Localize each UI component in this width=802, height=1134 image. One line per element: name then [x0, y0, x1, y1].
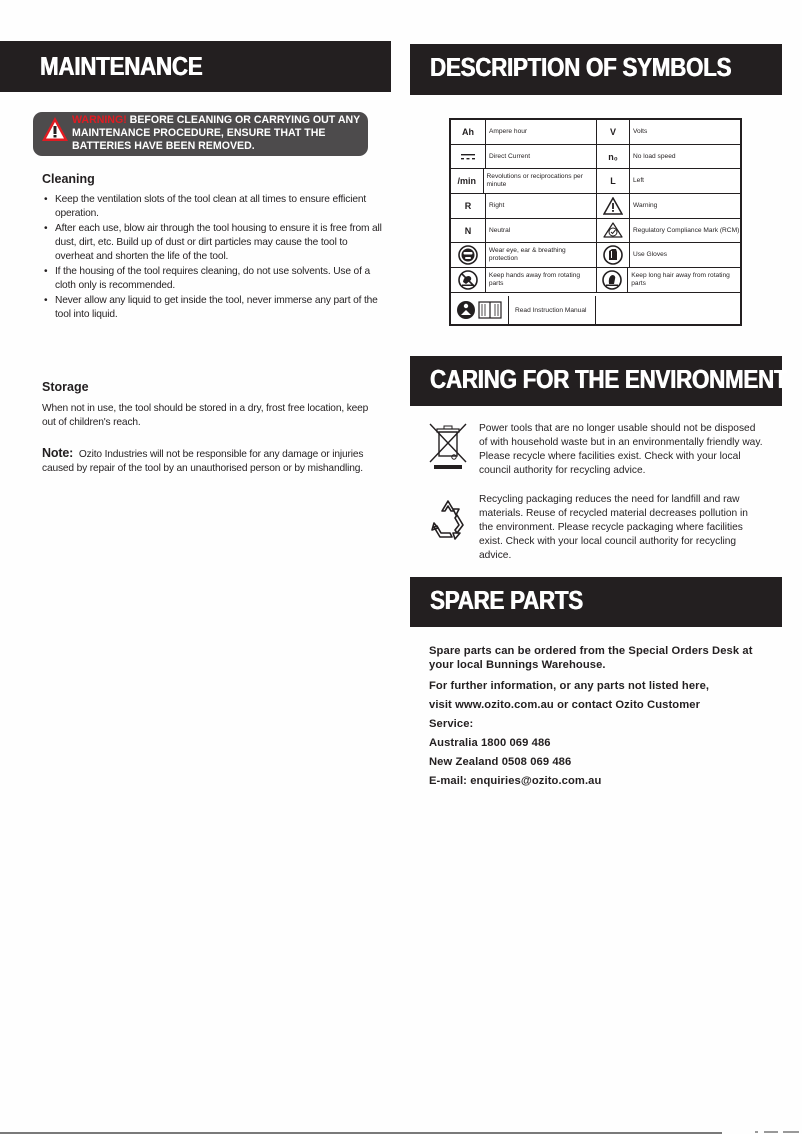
- symbol-description: Volts: [633, 127, 648, 135]
- spare-parts-title: SPARE PARTS: [430, 585, 583, 615]
- phone-new-zealand: New Zealand 0508 069 486: [429, 756, 572, 768]
- symbol-cell: [451, 296, 509, 325]
- hands-away-rotating-icon: [458, 270, 478, 290]
- symbol-row: [597, 120, 740, 145]
- phone-australia: Australia 1800 069 486: [429, 737, 551, 749]
- long-hair-away-icon: [602, 270, 622, 290]
- contact-email: E-mail: enquiries@ozito.com.au: [429, 775, 602, 787]
- symbol-row: [451, 268, 596, 293]
- storage-text: When not in use, the tool should be stored in a dry, frost free location, keep out of children's reach.: [42, 403, 369, 428]
- symbol-cell: [451, 145, 486, 169]
- symbol-row: [451, 243, 596, 268]
- environment-banner: [410, 356, 788, 406]
- symbol-description: Keep hands away from rotating parts: [488, 271, 581, 287]
- cleaning-item: • Never allow any liquid to get inside the tool, never immerse any part of the tool into liquid.: [42, 294, 382, 322]
- symbol-cell: [597, 194, 630, 218]
- spare-parts-intro: Spare parts can be ordered from the Special Orders Desk at your local Bunnings Warehouse.: [429, 645, 753, 671]
- symbol-row: [597, 268, 740, 293]
- symbol-row: [597, 169, 740, 194]
- symbol-description: No load speed: [633, 152, 676, 160]
- warning-message: BEFORE CLEANING OR CARRYING OUT ANY MAINTENANCE PROCEDURE, ENSURE THAT THE BATTERIES HAVE BEEN REMOVED.: [72, 114, 361, 152]
- symbol-row: [597, 243, 740, 268]
- symbol-row: [451, 145, 596, 170]
- symbol-cell: [451, 268, 486, 292]
- footer-mark: [764, 1131, 778, 1133]
- symbol-row: [451, 169, 596, 194]
- gloves-icon: [603, 245, 623, 265]
- symbol-row: [451, 219, 596, 244]
- note-block: [42, 446, 382, 476]
- symbol-row: [597, 194, 740, 219]
- symbol-cell: V: [597, 120, 630, 144]
- symbols-table: [449, 118, 742, 326]
- symbol-description: Warning: [633, 201, 658, 209]
- environment-text: Recycling packaging reduces the need for landfill and raw materials. Reuse of recycled material decreases pollution in the environment. Please recycle packaging where facilities exist. Check with your local council authority for recycling advice.: [479, 494, 748, 561]
- symbol-cell: n₀: [597, 145, 630, 169]
- footer-mark: [783, 1131, 799, 1133]
- warning-box: [33, 112, 368, 156]
- symbol-description: Revolutions or reciprocations per minute: [486, 173, 583, 189]
- symbol-description: Use Gloves: [633, 251, 668, 259]
- symbols-column-right: [596, 120, 740, 293]
- symbol-description: Read Instruction Manual: [515, 306, 587, 314]
- symbol-description: Wear eye, ear & breathing protection: [488, 247, 566, 263]
- read-manual-icon: [456, 300, 504, 320]
- symbol-description: Direct Current: [489, 152, 531, 160]
- warning-triangle-icon: [603, 197, 623, 215]
- storage-heading: Storage: [42, 380, 89, 394]
- cleaning-item: • If the housing of the tool requires cleaning, do not use solvents. Use of a cloth only is recommended.: [42, 265, 382, 293]
- symbol-cell: L: [597, 169, 630, 193]
- environment-item-recycle: [428, 493, 763, 561]
- cleaning-item: • After each use, blow air through the tool housing to ensure it is free from all dust, dirt, etc. Build up of dust or dirt particles may cause the tool to overheat and shorten the life of the tool.: [42, 222, 382, 264]
- maintenance-title: MAINTENANCE: [40, 51, 203, 81]
- symbol-cell: [597, 219, 630, 243]
- symbol-description: Neutral: [489, 226, 511, 234]
- spare-parts-text: [429, 645, 759, 791]
- cleaning-item: • Keep the ventilation slots of the tool clean at all times to ensure efficient operation.: [42, 193, 382, 221]
- symbol-cell: [451, 243, 486, 267]
- rcm-mark-icon: [603, 222, 623, 240]
- symbol-description: Left: [633, 177, 644, 185]
- recycle-icon: [428, 497, 468, 545]
- symbol-row: [451, 194, 596, 219]
- symbol-cell: N: [451, 219, 486, 243]
- symbol-description: Ampere hour: [489, 127, 528, 135]
- note-text: Ozito Industries will not be responsible for any damage or injuries caused by repair of the tool by an unauthorised person or by mishandling.: [42, 449, 364, 474]
- symbol-description: Regulatory Compliance Mark (RCM): [633, 226, 740, 234]
- weee-crossed-bin-icon: [428, 422, 468, 470]
- footer-mark: [755, 1131, 758, 1133]
- symbol-description: Keep long hair away from rotating parts: [631, 271, 730, 287]
- environment-text: Power tools that are no longer usable should not be disposed of with household waste but in an environmentally friendly way. Please recycle where facilities exist. Check with your local council authority for recycling advice.: [479, 423, 763, 476]
- environment-title: CARING FOR THE ENVIRONMENT: [430, 364, 788, 394]
- symbol-cell: Ah: [451, 120, 486, 144]
- symbol-cell: /min: [451, 169, 484, 193]
- spare-parts-website-line: visit www.ozito.com.au or contact Ozito Customer: [429, 699, 701, 711]
- direct-current-icon: [460, 153, 476, 161]
- symbol-row-read-manual: [451, 296, 596, 325]
- symbols-banner: [410, 44, 782, 95]
- eye-ear-breathing-protection-icon: [458, 245, 478, 265]
- symbol-cell: [597, 268, 628, 292]
- cleaning-heading: Cleaning: [42, 172, 95, 186]
- warning-text: [72, 114, 364, 153]
- symbol-cell: R: [451, 194, 486, 218]
- symbol-row: [597, 219, 740, 244]
- symbol-row: [597, 145, 740, 170]
- symbol-row: [451, 120, 596, 145]
- spare-parts-line: Service:: [429, 718, 474, 730]
- environment-item-weee: [428, 422, 763, 482]
- cleaning-list: [42, 193, 382, 323]
- warning-triangle-icon: [41, 116, 69, 142]
- note-label: Note:: [42, 446, 74, 460]
- maintenance-banner: [0, 41, 391, 92]
- symbol-cell: [597, 243, 630, 267]
- spare-parts-banner: [410, 577, 782, 627]
- symbols-column-left: [451, 120, 596, 293]
- warning-label: WARNING!: [72, 114, 127, 126]
- spare-parts-line: For further information, or any parts not listed here,: [429, 680, 710, 692]
- symbols-title: DESCRIPTION OF SYMBOLS: [430, 52, 732, 82]
- symbol-description: Right: [489, 201, 505, 209]
